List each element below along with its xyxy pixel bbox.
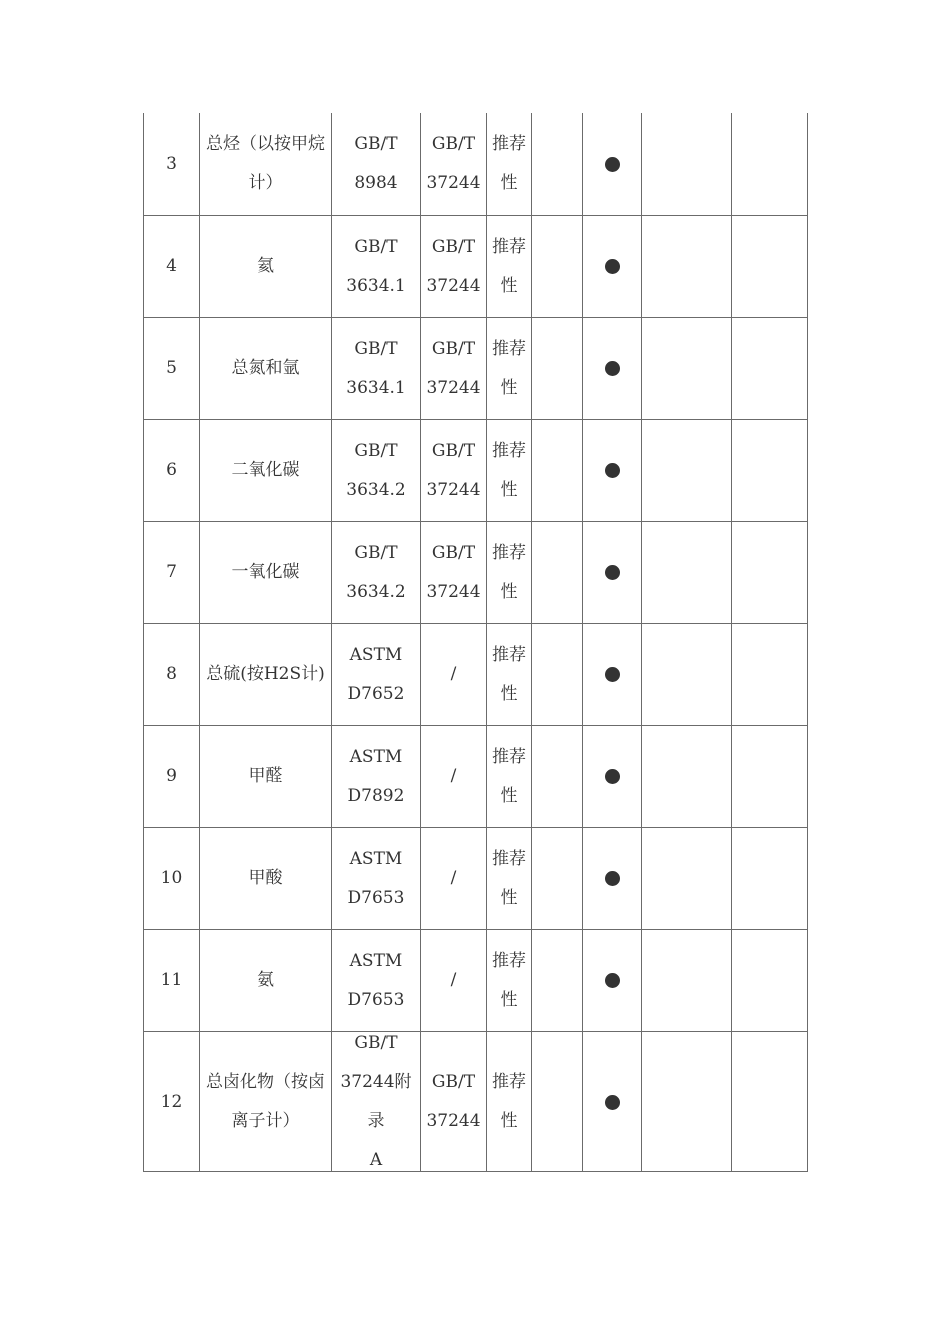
reference-standard — [421, 318, 487, 419]
test-item-text: 二氧化碳 — [231, 460, 300, 480]
test-method — [332, 930, 421, 1031]
requirement-type — [487, 1032, 532, 1172]
reference-standard — [421, 930, 487, 1031]
row-number — [144, 420, 200, 521]
test-item — [200, 113, 332, 215]
test-method-text: ASTM D7653 — [347, 950, 405, 1010]
applicable-mark — [583, 113, 642, 215]
empty-cell — [732, 318, 809, 419]
reference-standard-text: / — [450, 970, 457, 990]
empty-cell — [642, 726, 732, 827]
row-number — [144, 930, 200, 1031]
requirement-type-text: 推荐 性 — [492, 644, 526, 704]
reference-standard — [421, 828, 487, 929]
empty-cell — [532, 726, 583, 827]
requirement-type-text: 推荐 性 — [492, 542, 526, 602]
test-method — [332, 318, 421, 419]
applicable-mark — [583, 1032, 642, 1172]
requirement-type — [487, 828, 532, 929]
empty-cell — [532, 624, 583, 725]
table-row — [144, 828, 807, 930]
applicable-mark — [583, 726, 642, 827]
requirement-type — [487, 318, 532, 419]
row-number — [144, 1032, 200, 1172]
empty-cell — [732, 522, 809, 623]
empty-cell — [532, 522, 583, 623]
empty-cell — [642, 113, 732, 215]
empty-cell — [642, 624, 732, 725]
requirement-type-text: 推荐 性 — [492, 440, 526, 500]
test-item — [200, 930, 332, 1031]
test-item-text: 氦 — [257, 256, 274, 276]
reference-standard-text: GB/T 37244 — [426, 542, 481, 602]
requirement-type — [487, 726, 532, 827]
empty-cell — [732, 930, 809, 1031]
empty-cell — [642, 420, 732, 521]
row-number-text: 11 — [160, 970, 183, 990]
filled-circle-icon — [605, 361, 620, 376]
empty-cell — [732, 113, 809, 215]
reference-standard — [421, 624, 487, 725]
requirement-type-text: 推荐 性 — [492, 746, 526, 806]
empty-cell — [532, 1032, 583, 1172]
row-number-text: 9 — [166, 766, 177, 786]
applicable-mark — [583, 420, 642, 521]
test-item-text: 总氮和氩 — [231, 358, 300, 378]
filled-circle-icon — [605, 871, 620, 886]
empty-cell — [532, 113, 583, 215]
applicable-mark — [583, 828, 642, 929]
row-number-text: 5 — [166, 358, 177, 378]
empty-cell — [642, 522, 732, 623]
table-row — [144, 318, 807, 420]
test-item-text: 一氧化碳 — [231, 562, 300, 582]
test-method — [332, 624, 421, 725]
test-method — [332, 522, 421, 623]
test-method-text: GB/T 3634.2 — [346, 542, 406, 602]
row-number — [144, 216, 200, 317]
test-method — [332, 1032, 421, 1172]
empty-cell — [532, 930, 583, 1031]
table-row — [144, 522, 807, 624]
test-item — [200, 624, 332, 725]
test-method — [332, 113, 421, 215]
test-item — [200, 828, 332, 929]
requirement-type-text: 推荐 性 — [492, 134, 526, 193]
requirement-type-text: 推荐 性 — [492, 1072, 526, 1131]
requirement-type-text: 推荐 性 — [492, 950, 526, 1010]
reference-standard-text: / — [450, 664, 457, 684]
row-number — [144, 522, 200, 623]
empty-cell — [732, 624, 809, 725]
requirement-type — [487, 930, 532, 1031]
empty-cell — [732, 1032, 809, 1172]
empty-cell — [642, 1032, 732, 1172]
table-row — [144, 420, 807, 522]
applicable-mark — [583, 624, 642, 725]
test-method — [332, 420, 421, 521]
filled-circle-icon — [605, 667, 620, 682]
empty-cell — [732, 420, 809, 521]
filled-circle-icon — [605, 973, 620, 988]
test-item — [200, 1032, 332, 1172]
filled-circle-icon — [605, 565, 620, 580]
reference-standard-text: GB/T 37244 — [426, 134, 481, 193]
applicable-mark — [583, 522, 642, 623]
row-number — [144, 318, 200, 419]
row-number-text: 3 — [166, 153, 177, 174]
filled-circle-icon — [605, 259, 620, 274]
table-row — [144, 1032, 807, 1172]
test-method-text: GB/T 8984 — [354, 134, 398, 193]
requirement-type — [487, 522, 532, 623]
requirement-type — [487, 113, 532, 215]
empty-cell — [642, 318, 732, 419]
filled-circle-icon — [605, 463, 620, 478]
requirement-type-text: 推荐 性 — [492, 338, 526, 398]
row-number — [144, 113, 200, 215]
standards-table — [143, 113, 808, 1172]
table-row — [144, 726, 807, 828]
test-method — [332, 216, 421, 317]
row-number-text: 4 — [166, 256, 177, 276]
applicable-mark — [583, 318, 642, 419]
test-item-text: 甲酸 — [248, 868, 283, 888]
test-method-text: ASTM D7892 — [347, 746, 405, 806]
test-item-text: 氨 — [257, 970, 274, 990]
reference-standard-text: / — [450, 868, 457, 888]
test-method-text: GB/T 3634.2 — [346, 440, 406, 500]
requirement-type-text: 推荐 性 — [492, 236, 526, 296]
row-number-text: 12 — [160, 1091, 183, 1112]
reference-standard — [421, 1032, 487, 1172]
row-number-text: 7 — [166, 562, 177, 582]
empty-cell — [532, 828, 583, 929]
reference-standard — [421, 522, 487, 623]
filled-circle-icon — [605, 157, 620, 172]
test-item-text: 总卤化物（按卤 离子计） — [206, 1072, 325, 1131]
empty-cell — [532, 216, 583, 317]
test-method-text: GB/T 3634.1 — [346, 338, 406, 398]
test-item-text: 甲醛 — [248, 766, 283, 786]
empty-cell — [642, 216, 732, 317]
test-item — [200, 726, 332, 827]
requirement-type — [487, 420, 532, 521]
test-item — [200, 318, 332, 419]
filled-circle-icon — [605, 1095, 620, 1110]
test-method — [332, 726, 421, 827]
filled-circle-icon — [605, 769, 620, 784]
empty-cell — [532, 318, 583, 419]
row-number — [144, 828, 200, 929]
empty-cell — [532, 420, 583, 521]
row-number-text: 10 — [160, 868, 183, 888]
reference-standard — [421, 726, 487, 827]
empty-cell — [642, 828, 732, 929]
empty-cell — [642, 930, 732, 1031]
test-item — [200, 522, 332, 623]
test-item-text: 总硫(按H2S计) — [206, 664, 325, 684]
requirement-type — [487, 216, 532, 317]
row-number — [144, 624, 200, 725]
table-row — [144, 624, 807, 726]
test-item-text: 总烃（以按甲烷 计） — [206, 134, 325, 193]
empty-cell — [732, 216, 809, 317]
test-method-text: GB/T 37244附录 A — [340, 1033, 412, 1170]
test-method-text: GB/T 3634.1 — [346, 236, 406, 296]
row-number-text: 8 — [166, 664, 177, 684]
reference-standard — [421, 113, 487, 215]
applicable-mark — [583, 216, 642, 317]
test-method-text: ASTM D7652 — [347, 644, 405, 704]
table-row — [144, 113, 807, 216]
test-item — [200, 216, 332, 317]
reference-standard-text: GB/T 37244 — [426, 1072, 481, 1131]
reference-standard-text: GB/T 37244 — [426, 338, 481, 398]
requirement-type-text: 推荐 性 — [492, 848, 526, 908]
applicable-mark — [583, 930, 642, 1031]
reference-standard — [421, 216, 487, 317]
row-number — [144, 726, 200, 827]
empty-cell — [732, 828, 809, 929]
reference-standard-text: GB/T 37244 — [426, 236, 481, 296]
test-method — [332, 828, 421, 929]
reference-standard-text: GB/T 37244 — [426, 440, 481, 500]
reference-standard-text: / — [450, 766, 457, 786]
test-method-text: ASTM D7653 — [347, 848, 405, 908]
table-row — [144, 930, 807, 1032]
reference-standard — [421, 420, 487, 521]
table-row — [144, 216, 807, 318]
test-item — [200, 420, 332, 521]
empty-cell — [732, 726, 809, 827]
requirement-type — [487, 624, 532, 725]
row-number-text: 6 — [166, 460, 177, 480]
